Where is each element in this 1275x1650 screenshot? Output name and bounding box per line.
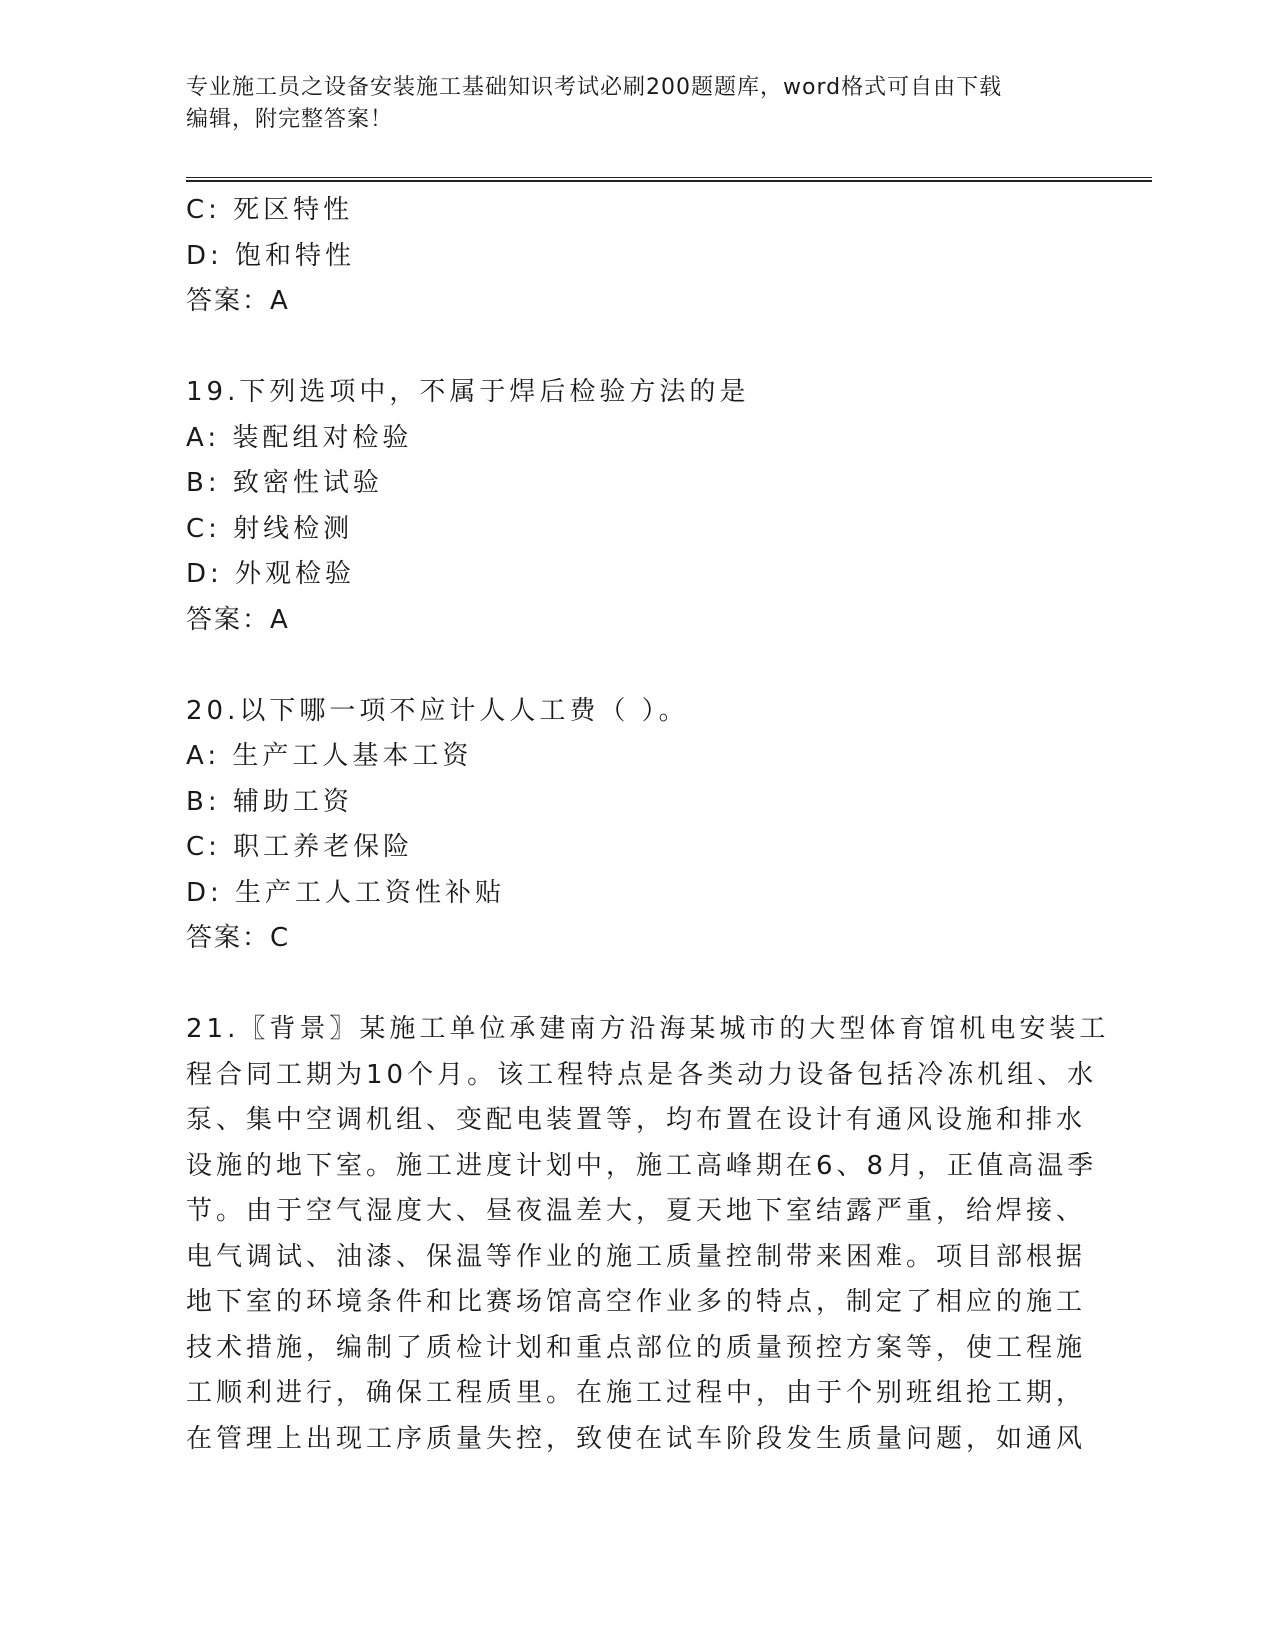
header-title-line-2: 编辑，附完整答案！ [186,107,394,132]
option-b: B: 致密性试验 [186,468,383,498]
question-text-line: 泵、集中空调机组、变配电装置等，均布置在设计有通风设施和排水 [186,1105,1087,1135]
question-text-line: 地下室的环境条件和比赛场馆高空作业多的特点，制定了相应的施工 [186,1287,1087,1317]
spacer [186,643,1086,689]
option-d: D: 饱和特性 [186,240,356,271]
question-text-line: 21.〖背景〗某施工单位承建南方沿海某城市的大型体育馆机电安装工 [186,1014,1110,1044]
question-text-line: 工顺利进行，确保工程质里。在施工过程中，由于个别班组抢工期， [186,1378,1087,1408]
question-text-line: 节。由于空气湿度大、昼夜温差大，夏天地下室结露严重，给焊接、 [186,1196,1087,1226]
option-a: A: 装配组对检验 [186,422,413,453]
spacer [186,325,1086,371]
question-text-line: 设施的地下室。施工进度计划中，施工高峰期在6、8月，正值高温季 [186,1150,1098,1181]
option-d: D: 外观检验 [186,559,356,589]
question-text-line: 技术措施，编制了质检计划和重点部位的质量预控方案等，使工程施 [186,1332,1087,1363]
question-20 [186,689,1086,962]
option-b: B: 辅助工资 [186,786,353,817]
question-text-line: 程合同工期为10个月。该工程特点是各类动力设备包括冷冻机组、水 [186,1059,1098,1090]
option-c: C: 职工养老保险 [186,832,414,862]
question-list [186,188,1110,1462]
question-text-line: 在管理上出现工序质量失控，致使在试车阶段发生质量问题，如通风 [186,1423,1087,1454]
option-c: C: 射线检测 [186,513,354,544]
option-c: C: 死区特性 [186,195,354,225]
question-text: 20.以下哪一项不应计人人工费（ ）。 [186,695,689,726]
option-d: D: 生产工人工资性补贴 [186,877,506,908]
header-divider-thick [186,180,1152,182]
question-text-line: 电气调试、油漆、保温等作业的施工质量控制带来困难。项目部根据 [186,1241,1087,1272]
answer: 答案：A [186,286,290,316]
question-19 [186,370,1086,643]
answer: 答案：A [186,604,290,635]
document-header [186,72,1086,136]
question-18 [186,188,1086,325]
spacer [186,962,1086,1008]
question-21 [186,1007,1110,1462]
answer: 答案：C [186,923,291,953]
option-a: A: 生产工人基本工资 [186,741,473,771]
header-divider-thin [186,177,1152,178]
question-text: 19.下列选项中，不属于焊后检验方法的是 [186,377,750,407]
header-title-line-1: 专业施工员之设备安装施工基础知识考试必刷200题题库，word格式可自由下载 [186,75,1003,100]
